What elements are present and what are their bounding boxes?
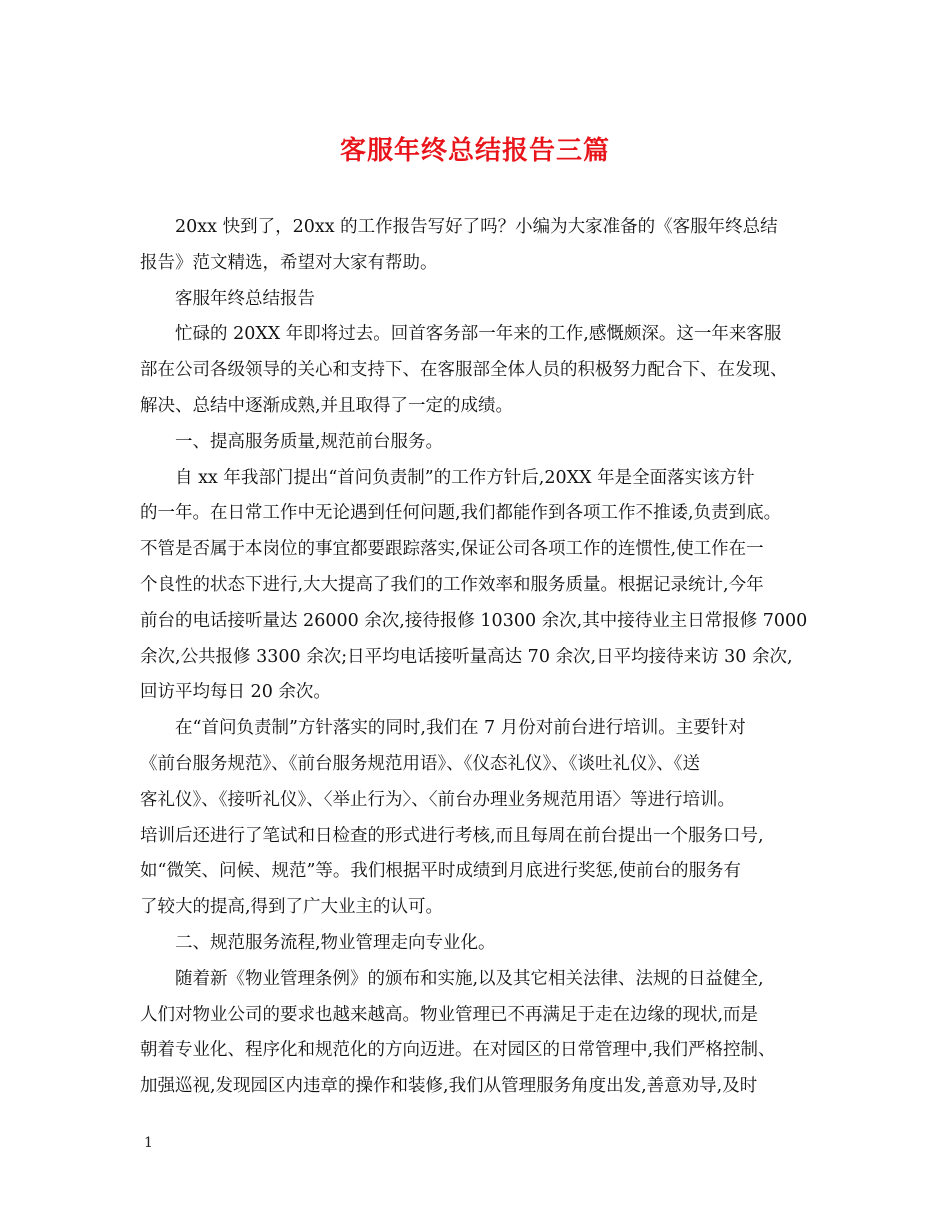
body-line: 如“微笑、问候、规范”等。我们根据平时成绩到月底进行奖惩,使前台的服务有 xyxy=(140,861,741,882)
body-line: 客礼仪》、《接听礼仪》、〈举止行为〉、〈前台办理业务规范用语〉等进行培训。 xyxy=(140,789,735,810)
body-line: 人们对物业公司的要求也越来越高。物业管理已不再满足于走在边缘的现状,而是 xyxy=(140,1004,759,1025)
body-line: 朝着专业化、程序化和规范化的方向迈进。在对园区的日常管理中,我们严格控制、 xyxy=(140,1040,776,1061)
body-line: 前台的电话接听量达 26000 余次,接待报修 10300 余次,其中接待业主日常报修 7000 xyxy=(140,610,808,631)
body-line: 报告》范文精选，希望对大家有帮助。 xyxy=(140,252,438,273)
body-line: 随着新《物业管理条例》的颁布和实施,以及其它相关法律、法规的日益健全, xyxy=(175,968,764,989)
body-line: 一、提高服务质量,规范前台服务。 xyxy=(175,431,444,452)
body-line: 二、规范服务流程,物业管理走向专业化。 xyxy=(175,932,496,953)
body-line: 回访平均每日 20 余次。 xyxy=(140,682,331,703)
body-line: 《前台服务规范》、《前台服务规范用语》、《仪态礼仪》、《谈吐礼仪》、《送 xyxy=(140,753,700,774)
document-title: 客服年终总结报告三篇 xyxy=(339,136,610,166)
body-line: 个良性的状态下进行,大大提高了我们的工作效率和服务质量。根据记录统计,今年 xyxy=(140,574,764,595)
body-line: 解决、总结中逐渐成熟,并且取得了一定的成绩。 xyxy=(140,395,514,416)
body-line: 部在公司各级领导的关心和支持下、在客服部全体人员的积极努力配合下、在发现、 xyxy=(140,360,788,381)
body-line: 加强巡视,发现园区内违章的操作和装修,我们从管理服务角度出发,善意劝导,及时 xyxy=(140,1076,758,1097)
body-line: 的一年。在日常工作中无论遇到任何问题,我们都能作到各项工作不推诿,负责到底。 xyxy=(140,503,782,524)
page-number: 1 xyxy=(144,1135,153,1151)
body-line: 自 xx 年我部门提出“首问负责制”的工作方针后,20XX 年是全面落实该方针 xyxy=(175,467,755,488)
body-line: 培训后还进行了笔试和日检查的形式进行考核,而且每周在前台提出一个服务口号, xyxy=(140,825,764,846)
body-line: 余次,公共报修 3300 余次;日平均电话接听量高达 70 余次,日平均接待来访 30 余次, xyxy=(140,646,793,667)
body-line: 了较大的提高,得到了广大业主的认可。 xyxy=(140,897,444,918)
body-line: 客服年终总结报告 xyxy=(175,288,315,309)
body-line: 20xx 快到了，20xx 的工作报告写好了吗？小编为大家准备的《客服年终总结 xyxy=(175,217,778,237)
body-line: 忙碌的 20XX 年即将过去。回首客务部一年来的工作,感慨颇深。这一年来客服 xyxy=(175,324,782,345)
body-line: 不管是否属于本岗位的事宜都要跟踪落实,保证公司各项工作的连惯性,使工作在一 xyxy=(140,539,764,560)
document-body xyxy=(140,210,830,1105)
body-line: 在“首问负责制”方针落实的同时,我们在 7 月份对前台进行培训。主要针对 xyxy=(175,718,746,739)
